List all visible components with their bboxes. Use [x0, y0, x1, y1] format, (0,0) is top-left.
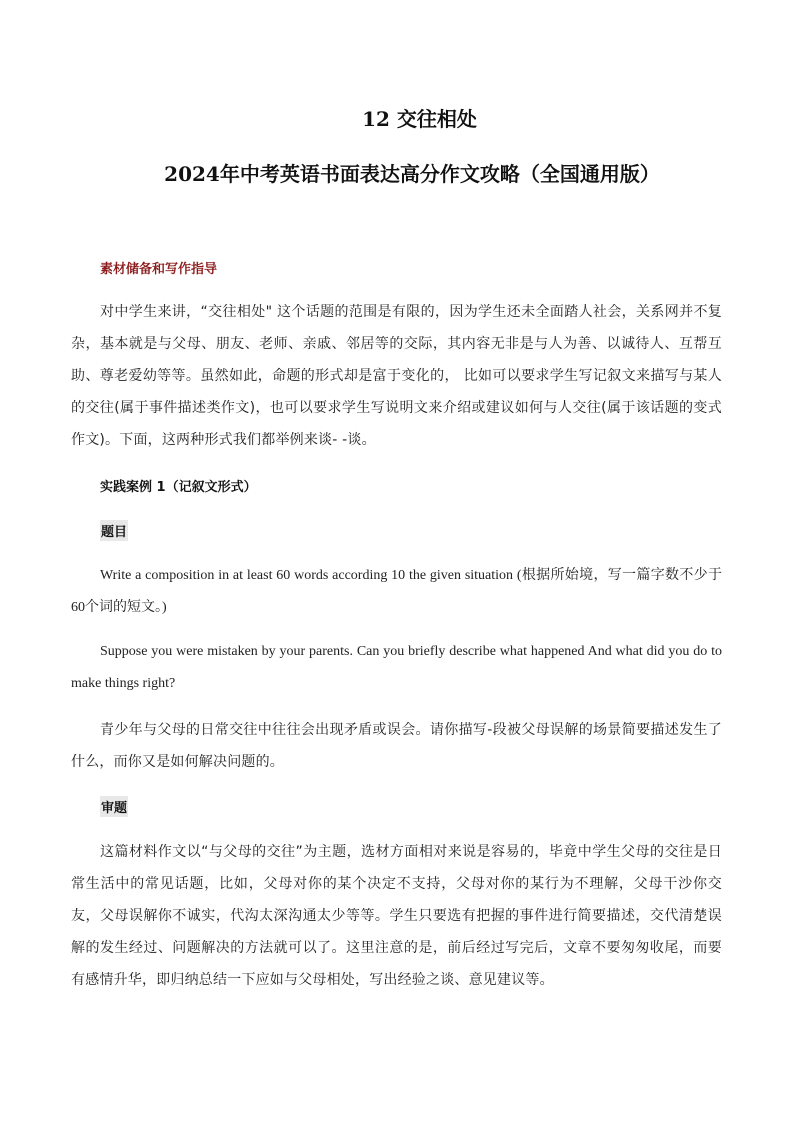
section-heading-guide: 素材储备和写作指导 [100, 262, 218, 277]
topic-label: 题目 [100, 520, 128, 541]
prompt-block [71, 560, 722, 624]
review-block [71, 836, 722, 996]
situation-cn-block [71, 714, 722, 778]
review-label: 审题 [100, 796, 128, 817]
document-subtitle: 2024年中考英语书面表达高分作文攻略（全国通用版） [164, 162, 660, 186]
case1-heading: 实践案例 1（记叙文形式） [100, 480, 257, 495]
review-text: 这篇材料作文以“与父母的交往”为主题，选材方面相对来说是容易的，毕竟中学生父母的交往是日常生活中的常见话题，比如，父母对你的某个决定不支持，父母对你的某行为不理解，父母干沙你交友，父母误解你不诚实，代沟太深沟通太少等等。学生只要选有把握的事件进行简要描述，交代清楚误解的发生经过、问题解决的方法就可以了。这里注意的是，前后经过写完后，文章不要匆匆收尾，而要有感情升华，即归纳总结一下应如与父母相处，写出经验之谈、意见建议等。 [71, 844, 722, 988]
situation-en: Suppose you were mistaken by your parents. Can you briefly describe what happened And what did you do to make things right? [71, 644, 722, 691]
document-title: 12 交往相处 [362, 107, 477, 131]
situation-en-block [71, 636, 722, 700]
guide-paragraph: 对中学生来讲，“交往相处" 这个话题的范围是有限的，因为学生还未全面踏人社会，关系网并不复杂，基本就是与父母、朋友、老师、亲戚、邻居等的交际，其内容无非是与人为善、以诚待人、互帮互助、尊老爱幼等等。虽然如此，命题的形式却是富于变化的， 比如可以要求学生写记叙文来描写与某人的交往(属于事件描述类作文)，也可以要求学生写说明文来介绍或建议如何与人交往(属于该话题的变式作文)。下面，这两种形式我们都举例来谈- -谈。 [71, 304, 722, 448]
guide-paragraph-block [71, 296, 722, 456]
situation-cn: 青少年与父母的日常交往中往往会出现矛盾或误会。请你描写-段被父母误解的场景简要描述发生了什么，而你又是如何解决问题的。 [71, 722, 722, 770]
prompt-en: Write a composition in at least 60 words according 10 the given situation (根据所始境，写一篇字数不少于60个词的短文。) [71, 568, 722, 615]
